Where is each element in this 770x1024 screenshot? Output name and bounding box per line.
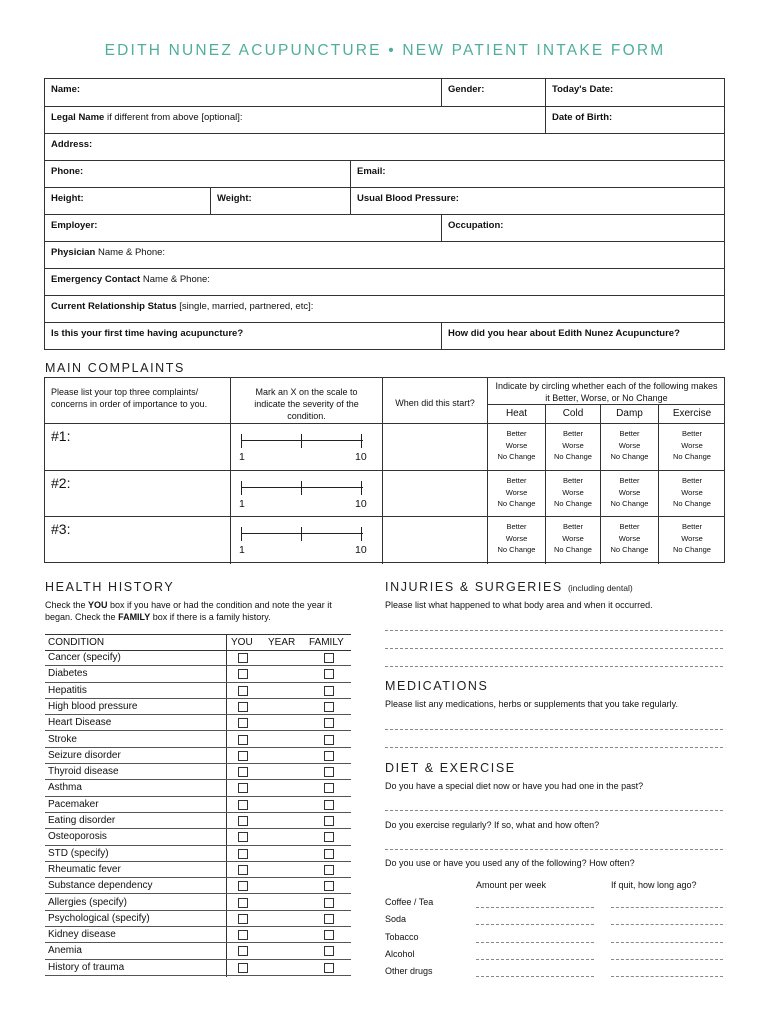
scale-max-label: 10 xyxy=(355,451,367,463)
exercise-line[interactable] xyxy=(385,849,723,850)
condition-label: Heart Disease xyxy=(48,717,112,729)
family-checkbox[interactable] xyxy=(324,783,334,793)
you-checkbox[interactable] xyxy=(238,849,248,859)
you-checkbox[interactable] xyxy=(238,930,248,940)
factor-cold-header: Cold xyxy=(546,405,601,424)
condition-label: Cancer (specify) xyxy=(48,652,121,663)
family-checkbox[interactable] xyxy=(324,702,334,712)
condition-row xyxy=(45,862,351,878)
diet-line[interactable] xyxy=(385,810,723,811)
condition-label: Hepatitis xyxy=(48,684,87,696)
year-input[interactable] xyxy=(263,667,309,680)
referral-source-field[interactable]: How did you hear about Edith Nunez Acupuncture? xyxy=(448,328,680,339)
first-time-field[interactable]: Is this your first time having acupuncture? xyxy=(45,323,442,350)
factor-damp-1-cell xyxy=(601,424,659,471)
year-input[interactable] xyxy=(263,961,309,974)
family-checkbox[interactable] xyxy=(324,816,334,826)
option-worse[interactable]: Worse xyxy=(681,440,703,450)
factor-damp-header: Damp xyxy=(601,405,659,424)
family-checkbox[interactable] xyxy=(324,669,334,679)
severity-2-scale[interactable] xyxy=(241,481,363,495)
email-field[interactable]: Email: xyxy=(351,161,725,188)
factor-cold-3-cell xyxy=(546,517,601,564)
quit-how-long-line[interactable] xyxy=(611,976,723,977)
option-better[interactable]: Better xyxy=(506,429,527,438)
year-input[interactable] xyxy=(263,781,309,794)
diet-exercise-heading: DIET & EXERCISE xyxy=(385,761,516,775)
condition-label: High blood pressure xyxy=(48,700,138,712)
scale-max-label: 10 xyxy=(355,544,367,556)
option-better[interactable]: Better xyxy=(562,522,583,531)
option-better[interactable]: Better xyxy=(681,522,702,531)
scale-max-label: 10 xyxy=(355,498,367,510)
factor-damp-2-cell xyxy=(601,471,659,517)
family-checkbox[interactable] xyxy=(324,849,334,859)
injuries-line-3[interactable] xyxy=(385,666,723,667)
year-input[interactable] xyxy=(263,749,309,762)
year-input[interactable] xyxy=(263,944,309,957)
option-worse[interactable]: Worse xyxy=(562,487,584,497)
family-checkbox[interactable] xyxy=(324,930,334,940)
option-no-change[interactable]: No Change xyxy=(554,452,592,462)
legal-name-field[interactable]: Legal Name if different from above [optional]: xyxy=(45,107,546,134)
condition-row xyxy=(45,683,351,699)
family-col-header: FAMILY xyxy=(309,637,344,648)
option-no-change[interactable]: No Change xyxy=(610,452,649,462)
you-col-header: YOU xyxy=(231,637,253,648)
option-better[interactable]: Better xyxy=(681,476,702,485)
scale-min-label: 1 xyxy=(239,498,245,510)
substance-label: Soda xyxy=(385,914,407,924)
you-checkbox[interactable] xyxy=(238,783,248,793)
family-checkbox[interactable] xyxy=(324,881,334,891)
family-checkbox[interactable] xyxy=(324,800,334,810)
family-checkbox[interactable] xyxy=(324,832,334,842)
option-no-change[interactable]: No Change xyxy=(673,452,711,462)
substance-label: Tobacco xyxy=(385,932,419,942)
option-worse[interactable]: Worse xyxy=(562,440,584,450)
weight-field[interactable]: Weight: xyxy=(211,188,351,215)
you-checkbox[interactable] xyxy=(238,718,248,728)
scale-min-label: 1 xyxy=(239,544,245,556)
amount-per-week-line[interactable] xyxy=(476,907,594,908)
condition-row xyxy=(45,927,351,943)
quit-how-long-line[interactable] xyxy=(611,942,723,943)
condition-label: Diabetes xyxy=(48,668,88,680)
condition-row xyxy=(45,813,351,829)
complaint-2-field[interactable] xyxy=(45,471,231,517)
you-checkbox[interactable] xyxy=(238,816,248,826)
condition-row xyxy=(45,878,351,894)
complaint-3-label: #3: xyxy=(51,521,71,537)
complaint-1-field[interactable] xyxy=(45,424,231,471)
quit-col-header: If quit, how long ago? xyxy=(611,880,697,890)
year-input[interactable] xyxy=(263,896,309,909)
option-worse[interactable]: Worse xyxy=(505,440,528,450)
blood-pressure-field[interactable]: Usual Blood Pressure: xyxy=(351,188,725,215)
complaint-2-label: #2: xyxy=(51,475,71,491)
amount-per-week-line[interactable] xyxy=(476,942,594,943)
family-checkbox[interactable] xyxy=(324,865,334,875)
condition-label: Rheumatic fever xyxy=(48,863,121,875)
factor-exercise-1-cell xyxy=(659,424,725,471)
option-worse[interactable]: Worse xyxy=(618,440,641,450)
complaints-table xyxy=(44,377,725,563)
option-no-change[interactable]: No Change xyxy=(497,545,536,555)
onset-col-header: When did this start? xyxy=(383,378,488,424)
medications-line-2[interactable] xyxy=(385,747,723,748)
severity-1-scale[interactable] xyxy=(241,434,363,448)
condition-row xyxy=(45,797,351,813)
severity-2-cell[interactable] xyxy=(231,471,383,517)
todays-date-field[interactable]: Today's Date: xyxy=(546,79,725,107)
condition-row xyxy=(45,895,351,911)
year-input[interactable] xyxy=(263,863,309,876)
amount-per-week-line[interactable] xyxy=(476,959,594,960)
family-checkbox[interactable] xyxy=(324,751,334,761)
condition-row xyxy=(45,829,351,845)
option-no-change[interactable]: No Change xyxy=(497,452,536,462)
condition-row xyxy=(45,846,351,862)
option-worse[interactable]: Worse xyxy=(505,533,528,543)
you-checkbox[interactable] xyxy=(238,832,248,842)
you-checkbox[interactable] xyxy=(238,686,248,696)
option-worse[interactable]: Worse xyxy=(505,487,528,497)
option-better[interactable]: Better xyxy=(506,476,527,485)
injuries-line-1[interactable] xyxy=(385,630,723,631)
year-col-header: YEAR xyxy=(268,637,296,648)
severity-1-cell[interactable] xyxy=(231,424,383,471)
injuries-line-2[interactable] xyxy=(385,648,723,649)
option-no-change[interactable]: No Change xyxy=(673,499,711,509)
condition-row xyxy=(45,715,351,731)
condition-label: Thyroid disease xyxy=(48,766,119,778)
medications-prompt: Please list any medications, herbs or supplements that you take regularly. xyxy=(385,699,678,709)
option-no-change[interactable]: No Change xyxy=(673,545,711,555)
patient-info-grid xyxy=(44,78,725,350)
condition-row xyxy=(45,748,351,764)
year-input[interactable] xyxy=(263,879,309,892)
factor-heat-2-cell xyxy=(488,471,546,517)
gender-field[interactable]: Gender: xyxy=(442,79,546,107)
height-field[interactable]: Height: xyxy=(45,188,211,215)
option-worse[interactable]: Worse xyxy=(618,533,641,543)
option-no-change[interactable]: No Change xyxy=(610,499,649,509)
condition-label: Allergies (specify) xyxy=(48,896,127,908)
complaints-col-header: Please list your top three complaints/ concerns in order of importance to you. xyxy=(45,378,231,424)
condition-label: Pacemaker xyxy=(48,798,99,810)
option-better[interactable]: Better xyxy=(681,429,702,438)
you-checkbox[interactable] xyxy=(238,898,248,908)
family-checkbox[interactable] xyxy=(324,914,334,924)
form-title: EDITH NUNEZ ACUPUNCTURE • NEW PATIENT INTAKE FORM xyxy=(104,42,666,59)
family-checkbox[interactable] xyxy=(324,735,334,745)
health-history-intro: Check the YOU box if you have or had the condition and note the year it began. Check the FAMILY box if there is a family history. xyxy=(45,600,332,622)
option-worse[interactable]: Worse xyxy=(562,533,584,543)
factor-heat-header: Heat xyxy=(488,405,546,424)
condition-label: History of trauma xyxy=(48,961,125,973)
severity-3-cell[interactable] xyxy=(231,517,383,564)
option-worse[interactable]: Worse xyxy=(618,487,641,497)
condition-label: Seizure disorder xyxy=(48,749,121,761)
main-complaints-heading: MAIN COMPLAINTS xyxy=(45,361,185,375)
family-checkbox[interactable] xyxy=(324,963,334,973)
you-checkbox[interactable] xyxy=(238,751,248,761)
you-checkbox[interactable] xyxy=(238,735,248,745)
condition-row xyxy=(45,732,351,748)
option-better[interactable]: Better xyxy=(619,429,640,438)
address-field[interactable]: Address: xyxy=(45,134,725,161)
year-input[interactable] xyxy=(263,830,309,843)
condition-label: Asthma xyxy=(48,782,82,794)
year-input[interactable] xyxy=(263,814,309,827)
year-input[interactable] xyxy=(263,912,309,925)
complaint-1-label: #1: xyxy=(51,428,71,444)
factor-exercise-3-cell xyxy=(659,517,725,564)
scale-min-label: 1 xyxy=(239,451,245,463)
you-checkbox[interactable] xyxy=(238,881,248,891)
option-worse[interactable]: Worse xyxy=(681,533,703,543)
condition-col-header: CONDITION xyxy=(48,637,105,648)
year-input[interactable] xyxy=(263,684,309,697)
option-no-change[interactable]: No Change xyxy=(610,545,649,555)
year-input[interactable] xyxy=(263,716,309,729)
option-no-change[interactable]: No Change xyxy=(554,499,592,509)
condition-row xyxy=(45,699,351,715)
amount-per-week-line[interactable] xyxy=(476,924,594,925)
factor-cold-1-cell xyxy=(546,424,601,471)
you-checkbox[interactable] xyxy=(238,963,248,973)
you-checkbox[interactable] xyxy=(238,865,248,875)
year-input[interactable] xyxy=(263,928,309,941)
condition-label: Osteoporosis xyxy=(48,831,107,843)
option-no-change[interactable]: No Change xyxy=(497,499,536,509)
year-input[interactable] xyxy=(263,765,309,778)
emergency-contact-field[interactable]: Emergency Contact Name & Phone: xyxy=(45,269,725,296)
option-no-change[interactable]: No Change xyxy=(554,545,592,555)
condition-row xyxy=(45,764,351,780)
condition-label: Eating disorder xyxy=(48,815,116,826)
option-better[interactable]: Better xyxy=(506,522,527,531)
condition-label: Kidney disease xyxy=(48,929,116,941)
physician-field[interactable]: Physician Name & Phone: xyxy=(45,242,725,269)
factor-cold-2-cell xyxy=(546,471,601,517)
condition-label: Substance dependency xyxy=(48,880,153,892)
you-checkbox[interactable] xyxy=(238,800,248,810)
you-checkbox[interactable] xyxy=(238,669,248,679)
option-better[interactable]: Better xyxy=(562,476,583,485)
medications-line-1[interactable] xyxy=(385,729,723,730)
year-input[interactable] xyxy=(263,700,309,713)
factors-col-header: Indicate by circling whether each of the following makes it Better, Worse, or No Change xyxy=(488,378,725,405)
year-input[interactable] xyxy=(263,651,309,664)
complaint-3-field[interactable] xyxy=(45,517,231,564)
condition-label: STD (specify) xyxy=(48,847,109,859)
injuries-heading: INJURIES & SURGERIES (including dental) xyxy=(385,580,633,594)
substance-label: Coffee / Tea xyxy=(385,897,434,907)
condition-row xyxy=(45,960,351,976)
relationship-status-field[interactable]: Current Relationship Status [single, married, partnered, etc]: xyxy=(45,296,725,323)
severity-3-scale[interactable] xyxy=(241,527,363,541)
you-checkbox[interactable] xyxy=(238,702,248,712)
family-checkbox[interactable] xyxy=(324,686,334,696)
family-checkbox[interactable] xyxy=(324,898,334,908)
factor-damp-3-cell xyxy=(601,517,659,564)
health-history-heading: HEALTH HISTORY xyxy=(45,580,175,594)
condition-label: Anemia xyxy=(48,945,82,957)
amount-per-week-line[interactable] xyxy=(476,976,594,977)
family-checkbox[interactable] xyxy=(324,767,334,777)
factor-heat-1-cell xyxy=(488,424,546,471)
family-checkbox[interactable] xyxy=(324,653,334,663)
factor-exercise-2-cell xyxy=(659,471,725,517)
condition-row xyxy=(45,780,351,796)
onset-3-field[interactable] xyxy=(383,517,488,564)
you-checkbox[interactable] xyxy=(238,767,248,777)
family-checkbox[interactable] xyxy=(324,946,334,956)
option-better[interactable]: Better xyxy=(619,476,640,485)
year-input[interactable] xyxy=(263,847,309,860)
onset-1-field[interactable] xyxy=(383,424,488,471)
factor-exercise-header: Exercise xyxy=(659,405,725,424)
diet-question: Do you have a special diet now or have you had one in the past? xyxy=(385,781,644,791)
condition-row xyxy=(45,943,351,959)
you-checkbox[interactable] xyxy=(238,653,248,663)
occupation-field[interactable]: Occupation: xyxy=(442,215,725,242)
substance-label: Alcohol xyxy=(385,949,415,959)
amount-col-header: Amount per week xyxy=(476,880,547,890)
injuries-prompt: Please list what happened to what body area and when it occurred. xyxy=(385,600,653,610)
exercise-question: Do you exercise regularly? If so, what and how often? xyxy=(385,820,600,830)
onset-2-field[interactable] xyxy=(383,471,488,517)
year-input[interactable] xyxy=(263,733,309,746)
option-better[interactable]: Better xyxy=(619,522,640,531)
employer-field[interactable]: Employer: xyxy=(45,215,442,242)
quit-how-long-line[interactable] xyxy=(611,907,723,908)
year-input[interactable] xyxy=(263,798,309,811)
family-checkbox[interactable] xyxy=(324,718,334,728)
condition-label: Stroke xyxy=(48,733,77,745)
factor-heat-3-cell xyxy=(488,517,546,564)
name-field[interactable]: Name: xyxy=(45,79,442,107)
option-better[interactable]: Better xyxy=(562,429,583,438)
date-of-birth-field[interactable]: Date of Birth: xyxy=(546,107,725,134)
you-checkbox[interactable] xyxy=(238,946,248,956)
quit-how-long-line[interactable] xyxy=(611,959,723,960)
substance-label: Other drugs xyxy=(385,966,433,976)
option-worse[interactable]: Worse xyxy=(681,487,703,497)
medications-heading: MEDICATIONS xyxy=(385,679,489,693)
severity-col-header: Mark an X on the scale to indicate the severity of the condition. xyxy=(231,378,383,424)
condition-row xyxy=(45,666,351,682)
condition-row xyxy=(45,911,351,927)
you-checkbox[interactable] xyxy=(238,914,248,924)
phone-field[interactable]: Phone: xyxy=(45,161,351,188)
substance-question: Do you use or have you used any of the following? How often? xyxy=(385,858,635,868)
condition-label: Psychological (specify) xyxy=(48,912,150,924)
condition-row xyxy=(45,650,351,666)
quit-how-long-line[interactable] xyxy=(611,924,723,925)
